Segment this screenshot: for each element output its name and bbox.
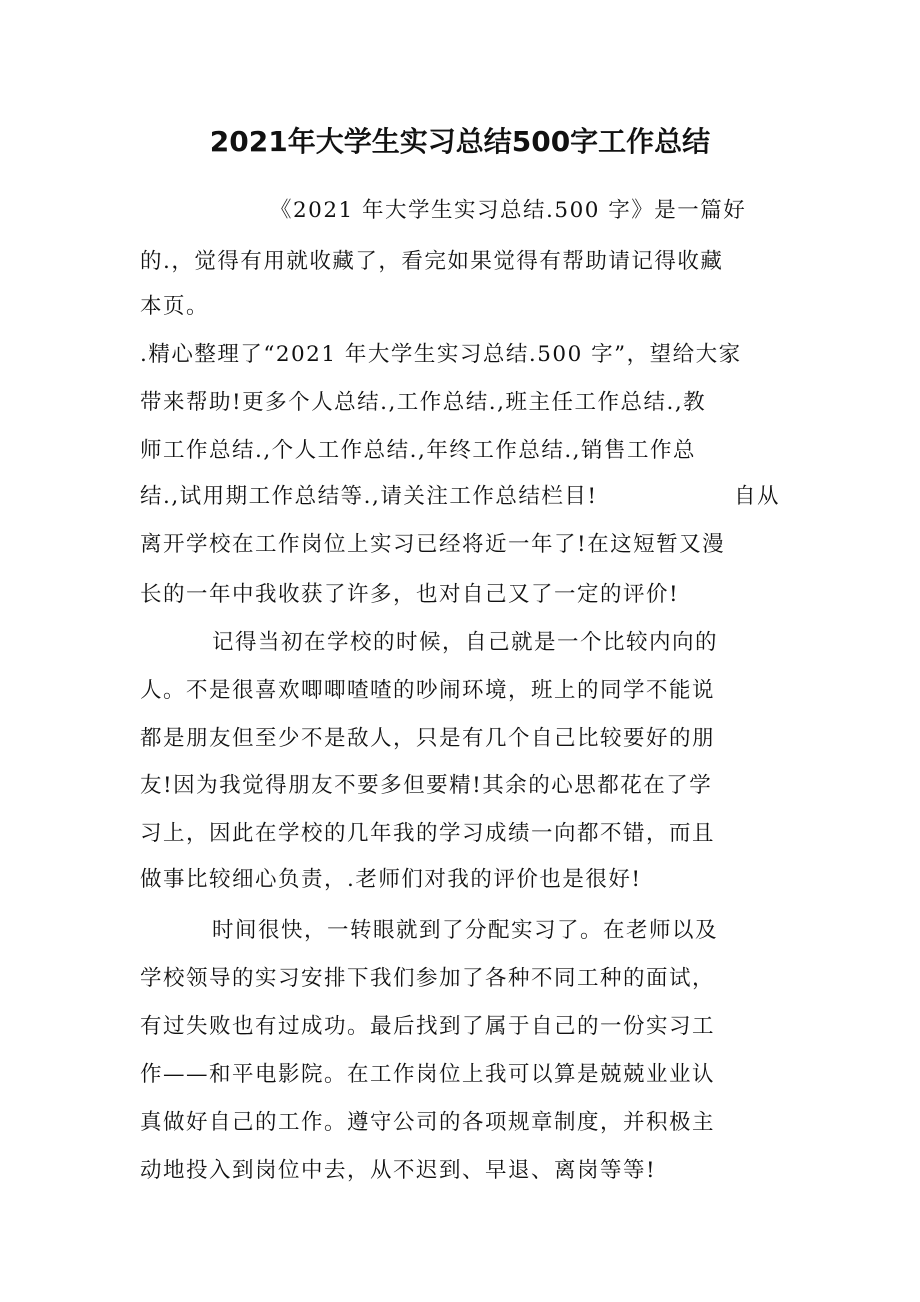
text-line: [140, 771, 780, 801]
text-line: [140, 340, 780, 370]
line-text: .精心整理了“2021 年大学生实习总结.500 字”，望给大家: [140, 342, 742, 367]
line-text: 时间很快，一转眼就到了分配实习了。在老师以及: [212, 918, 719, 943]
text-line: [140, 1012, 780, 1042]
text-line: [140, 1156, 780, 1186]
text-line: [140, 724, 780, 754]
line-text: 长的一年中我收获了许多，也对自己又了一定的评价!: [140, 582, 680, 607]
line-text: 友!因为我觉得朋友不要多但要精!其余的心思都花在了学: [140, 773, 713, 798]
line-text: 真做好自己的工作。遵守公司的各项规章制度，并积极主: [140, 1110, 716, 1135]
line-text: 的.，觉得有用就收藏了，看完如果觉得有帮助请记得收藏: [140, 249, 724, 274]
line-text: 都是朋友但至少不是敌人，只是有几个自己比较要好的朋: [140, 726, 716, 751]
text-line: [140, 1108, 780, 1138]
text-line: [140, 388, 780, 418]
text-line: [212, 628, 780, 658]
line-text: 带来帮助!更多个人总结.,工作总结.,班主任工作总结.,教: [140, 390, 707, 415]
text-line: [140, 482, 780, 512]
text-line: [140, 580, 780, 610]
line-text: 动地投入到岗位中去，从不迟到、早退、离岗等等!: [140, 1158, 657, 1183]
text-line: [140, 247, 780, 277]
text-line: [212, 916, 780, 946]
text-line: [270, 196, 780, 226]
line-text: 习上，因此在学校的几年我的学习成绩一向都不错，而且: [140, 821, 716, 846]
line-text: 师工作总结.,个人工作总结.,年终工作总结.,销售工作总: [140, 438, 697, 463]
text-line: [140, 865, 780, 895]
text-line: [140, 964, 780, 994]
line-text: 记得当初在学校的时候，自己就是一个比较内向的: [212, 630, 719, 655]
text-line: [140, 1060, 780, 1090]
line-text: 做事比较细心负责，.老师们对我的评价也是很好!: [140, 867, 642, 892]
text-line: [140, 292, 780, 322]
line-text: 有过失败也有过成功。最后找到了属于自己的一份实习工: [140, 1014, 716, 1039]
line-text: 《2021 年大学生实习总结.500 字》是一篇好: [270, 198, 747, 223]
text-line: [140, 530, 780, 560]
line-text: 人。不是很喜欢唧唧喳喳的吵闹环境，班上的同学不能说: [140, 678, 716, 703]
line-tail-text: 自从: [733, 484, 780, 509]
text-line: [140, 436, 780, 466]
line-text: 离开学校在工作岗位上实习已经将近一年了!在这短暂又漫: [140, 532, 726, 557]
text-line: [140, 676, 780, 706]
text-line: [140, 819, 780, 849]
document-title: 2021年大学生实习总结500字工作总结: [209, 125, 711, 158]
line-text: 本页。: [140, 294, 210, 319]
line-text: 作——和平电影院。在工作岗位上我可以算是兢兢业业认: [140, 1062, 716, 1087]
line-text: 结.,试用期工作总结等.,请关注工作总结栏目!: [140, 484, 598, 509]
line-text: 学校领导的实习安排下我们参加了各种不同工种的面试，: [140, 966, 716, 991]
